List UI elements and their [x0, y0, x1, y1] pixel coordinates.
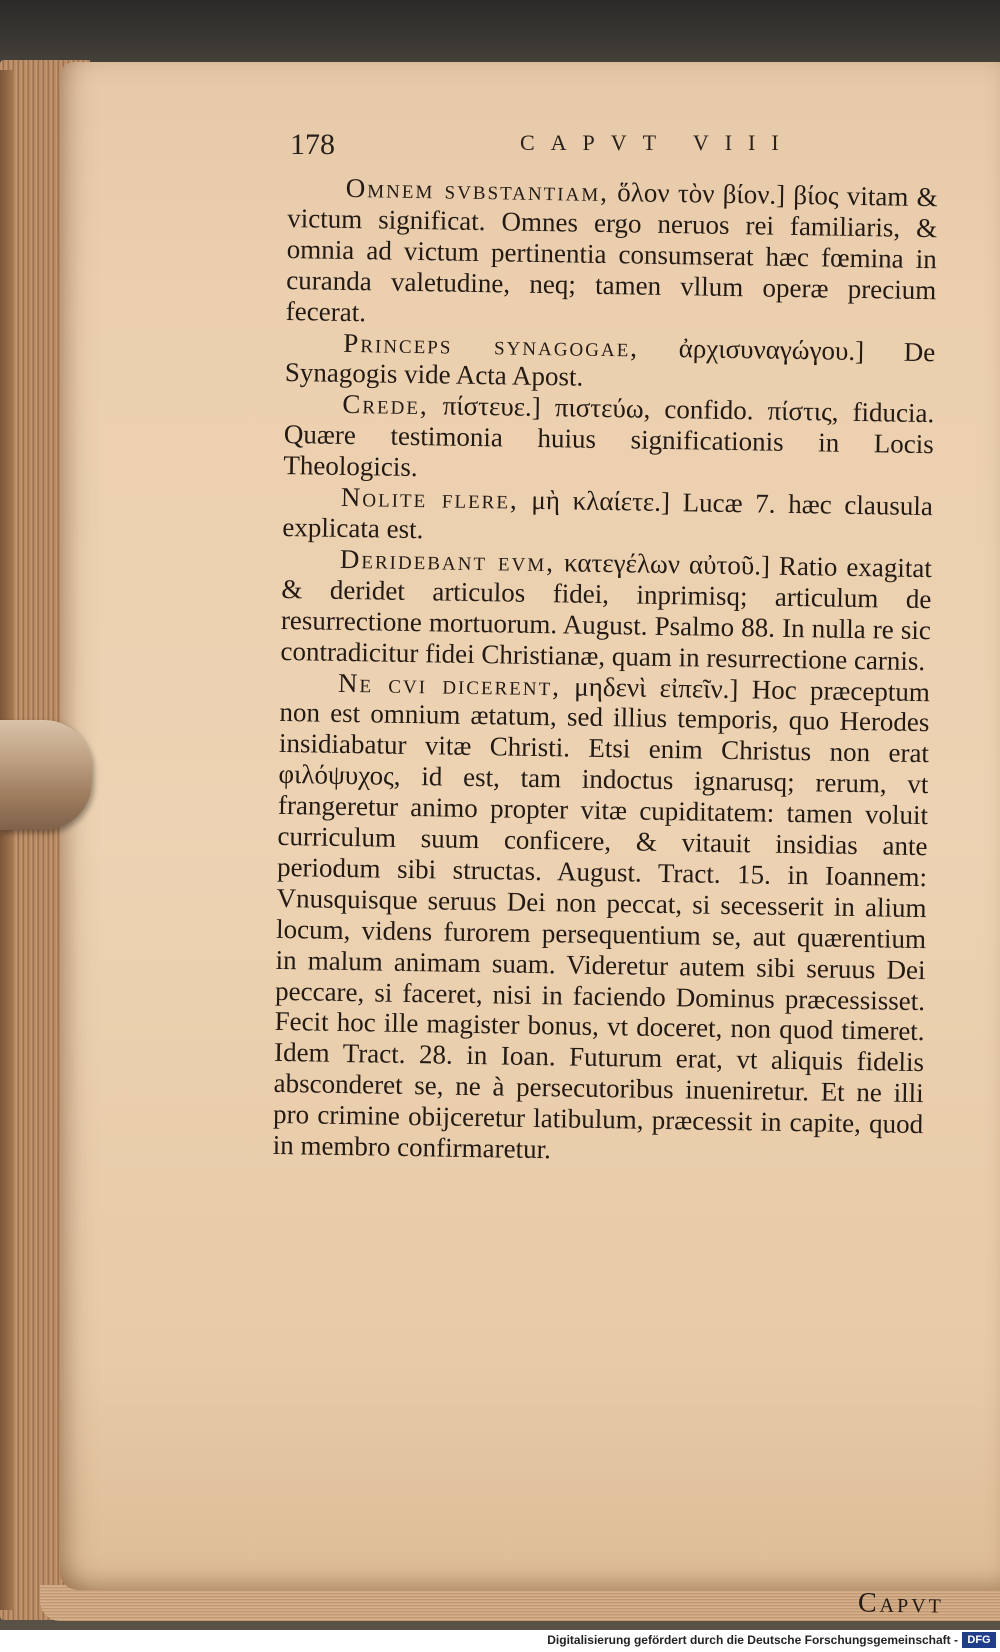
paragraph-6 — [272, 666, 930, 1171]
commentary-text: Lucæ 7. hæc clausula explicata est. — [282, 487, 934, 545]
paragraph-5 — [280, 543, 932, 677]
greek-term: μὴ κλαίετε.] — [531, 484, 671, 518]
funding-credit: Digitalisierung gefördert durch die Deutsche Forschungsgemeinschaft - — [547, 1633, 958, 1647]
page-edges-bottom — [40, 1585, 1000, 1621]
greek-term: ἀρχισυναγώγου.] — [678, 332, 865, 366]
lemma: Nolite flere, — [340, 481, 519, 515]
greek-term: ὅλον τὸν βίον.] — [617, 177, 786, 210]
commentary-text: De Synagogis vide Acta Apost. — [284, 335, 936, 393]
dfg-logo: DFG — [962, 1632, 996, 1648]
binding-strip — [0, 70, 14, 1610]
commentary-text: Hoc præceptum non est omnium ætatum, sed illius temporis, quo Herodes insidiabatur vitæ Christi. Etsi enim Christus non erat φιλόψυχος, id est, tam indoctus ignarusq; rerum, vt frangeretur animo propter vitæ cupiditatem: tamen voluit curriculum suum conficere, & vitauit insidias ante periodum sibi structas. August. Tract. 15. in Ioannem: Vnusquisque seruus Dei non peccat, si secesserit in alium locum, videns furorem persequentium se, aut quærentium in malum animam suam. Videretur autem sibi seruus Dei peccare, si faceret, nisi in faciendo Dominus præcessisset. Fecit hoc ille magister bonus, vt doceret, non quod timeret. Idem Tract. 28. in Ioan. Futurum erat, vt aliquis fidelis absconderet se, ne à persecutoribus inueniretur. Et ne illi pro crimine obijceretur latibulum, præcessit in capite, quod in membro confirmaretur. — [272, 673, 931, 1165]
greek-term: κατεγέλων αὐτοῦ.] — [563, 547, 771, 581]
commentary-text: βίος vitam & victum significat. Omnes ergo neruos rei familiaris, & omnia ad victum pertinentia consumserat hæc fœmina in curanda valetudine, neq; tamen vllum operæ precium fecerat. — [285, 179, 938, 327]
page-number: 178 — [290, 128, 335, 161]
paragraph-1 — [286, 172, 938, 337]
paragraph-3 — [283, 388, 934, 491]
digitization-footer — [0, 1630, 1000, 1652]
paragraph-4 — [282, 481, 933, 553]
lemma: Crede, — [342, 389, 429, 421]
lemma: Omnem svbstantiam, — [345, 172, 610, 208]
commentary-text: Ratio exagitat & deridet articulos fidei, inprimisq; articulum de resurrectione mortuorum. August. Psalmo 88. In nulla re sic contradicitur fidei Christianæ, quam in resurrectione carnis. — [280, 550, 933, 676]
paragraph-2 — [285, 327, 936, 399]
lemma: Deridebant evm, — [339, 543, 556, 578]
commentary-text: πιστεύω, confido. πίστις, fiducia. Quære testimonia huius significationis in Locis Theologicis. — [283, 392, 935, 483]
body-text — [272, 172, 937, 1171]
greek-term: πίστευε.] — [442, 390, 542, 423]
greek-term: μηδενὶ εἰπεῖν.] — [574, 671, 739, 704]
page-header — [290, 128, 850, 168]
lemma: Ne cvi dicerent, — [337, 667, 562, 701]
clasp-strap — [0, 720, 92, 830]
lemma: Princeps synagogae, — [343, 327, 640, 363]
catchword: Capvt — [857, 1587, 945, 1620]
running-head: CAPVT VIII — [520, 130, 795, 155]
